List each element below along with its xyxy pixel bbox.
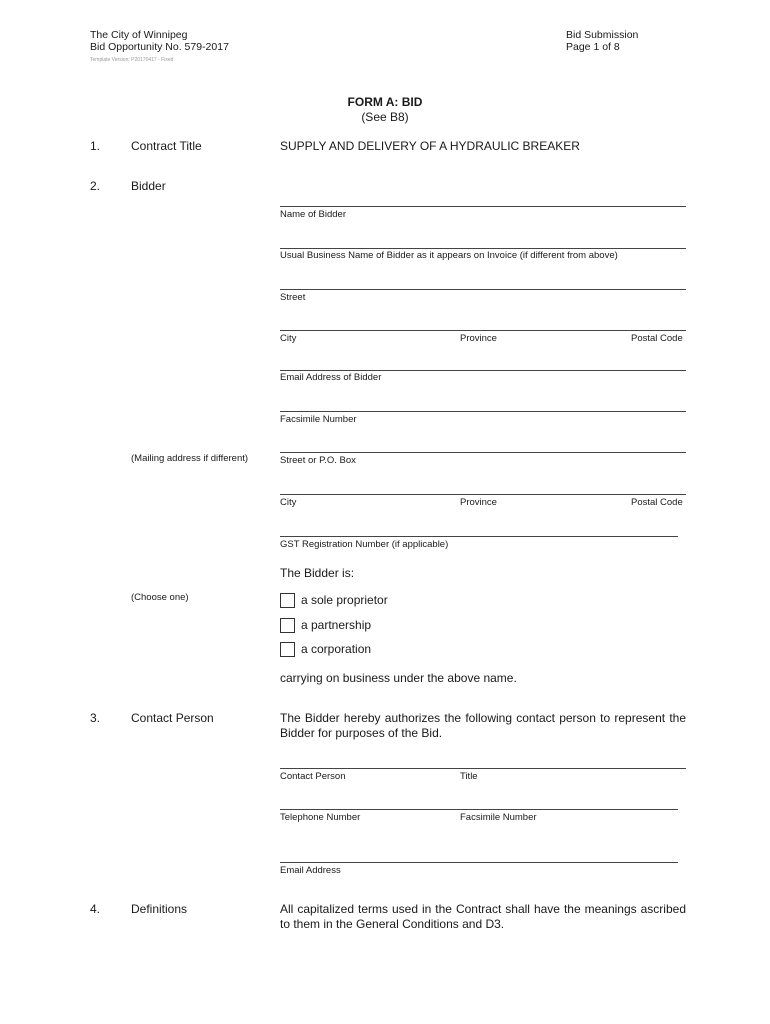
contract-title-value: SUPPLY AND DELIVERY OF A HYDRAULIC BREAKER	[280, 139, 580, 153]
email-label: Email Address of Bidder	[280, 372, 382, 383]
email-line[interactable]	[280, 370, 686, 371]
corporation-label: a corporation	[301, 642, 372, 656]
carrying-on-text: carrying on business under the above name.	[280, 671, 517, 685]
choose-one-note: (Choose one)	[131, 592, 189, 603]
section-1-number: 1.	[90, 139, 101, 153]
province-label-2: Province	[460, 497, 497, 508]
province-label: Province	[460, 333, 497, 344]
postal-code-label: Postal Code	[631, 333, 683, 344]
fax-label: Facsimile Number	[280, 414, 357, 425]
city-label-2: City	[280, 497, 297, 508]
contact-title-label: Title	[460, 771, 478, 782]
partnership-label: a partnership	[301, 618, 372, 632]
gst-line[interactable]	[280, 536, 678, 537]
gst-label: GST Registration Number (if applicable)	[280, 539, 449, 550]
mailing-address-note: (Mailing address if different)	[131, 453, 249, 464]
sole-proprietor-checkbox[interactable]	[280, 593, 295, 608]
city-province-postal-line-2[interactable]	[280, 494, 686, 495]
section-1-label: Contract Title	[131, 139, 202, 153]
template-version: Template Version: P20170417 - Fixed	[90, 57, 174, 63]
bidder-is-label: The Bidder is:	[280, 566, 355, 580]
fax-line[interactable]	[280, 411, 686, 412]
section-2-number: 2.	[90, 179, 101, 193]
header-page-number: Page 1 of 8	[566, 41, 620, 53]
section-3-number: 3.	[90, 711, 101, 725]
postal-code-label-2: Postal Code	[631, 497, 683, 508]
telephone-label: Telephone Number	[280, 812, 361, 823]
city-label: City	[280, 333, 297, 344]
header-bid-submission: Bid Submission	[566, 29, 639, 41]
section-3-label: Contact Person	[131, 711, 214, 725]
section-4-label: Definitions	[131, 902, 188, 916]
city-province-postal-line[interactable]	[280, 330, 686, 331]
street-line[interactable]	[280, 289, 686, 290]
definitions-paragraph: All capitalized terms used in the Contract shall have the meanings ascribed to them in the General Conditions and D3.	[280, 902, 686, 931]
section-2-label: Bidder	[131, 179, 166, 193]
contact-person-line[interactable]	[280, 768, 686, 769]
contact-fax-label: Facsimile Number	[460, 812, 537, 823]
form-subtitle: (See B8)	[361, 110, 409, 124]
street-po-label: Street or P.O. Box	[280, 455, 356, 466]
contact-person-label: Contact Person	[280, 771, 346, 782]
name-of-bidder-label: Name of Bidder	[280, 209, 347, 220]
header-city: The City of Winnipeg	[90, 29, 188, 41]
contact-email-label: Email Address	[280, 865, 341, 876]
contact-paragraph: The Bidder hereby authorizes the following contact person to represent the Bidder for purposes of the Bid.	[280, 711, 686, 740]
contact-email-line[interactable]	[280, 862, 678, 863]
telephone-fax-line[interactable]	[280, 809, 678, 810]
header-bid-opportunity: Bid Opportunity No. 579-2017	[90, 41, 229, 53]
partnership-checkbox[interactable]	[280, 618, 295, 633]
section-4-number: 4.	[90, 902, 101, 916]
street-po-line[interactable]	[280, 452, 686, 453]
street-label: Street	[280, 292, 306, 303]
name-of-bidder-line[interactable]	[280, 206, 686, 207]
usual-business-name-label: Usual Business Name of Bidder as it appears on Invoice (if different from above)	[280, 250, 618, 261]
usual-business-name-line[interactable]	[280, 248, 686, 249]
corporation-checkbox[interactable]	[280, 642, 295, 657]
sole-proprietor-label: a sole proprietor	[301, 593, 388, 607]
form-title: FORM A: BID	[347, 95, 423, 109]
